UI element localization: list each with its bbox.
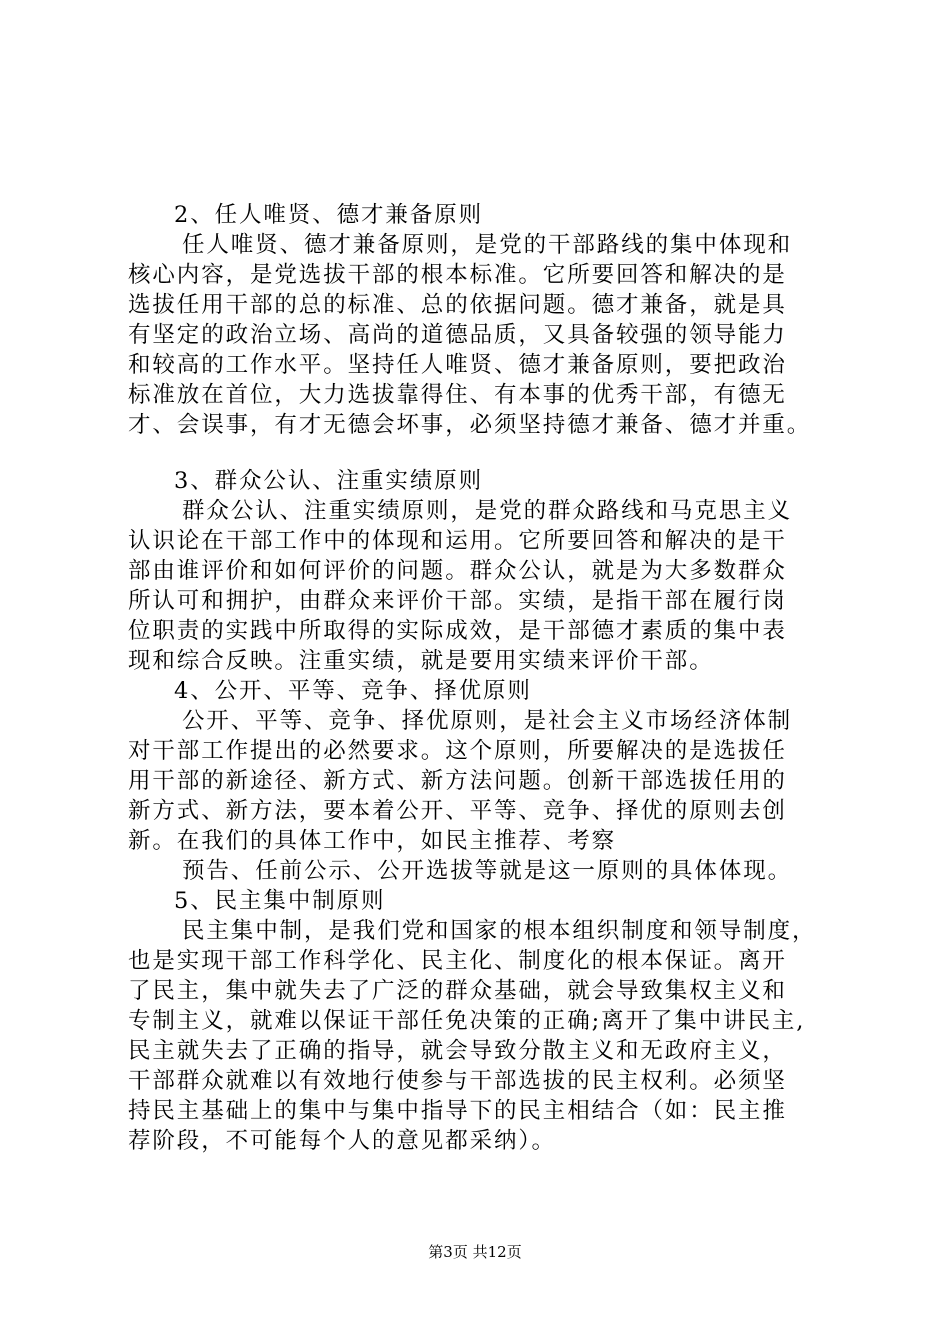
section-4	[128, 676, 848, 886]
paragraph-line: 认识论在干部工作中的体现和运用。它所要回答和解决的是干	[128, 528, 787, 554]
paragraph-line: 新方式、新方法，要本着公开、平等、竞争、择优的原则去创	[128, 798, 787, 824]
paragraph-line: 有坚定的政治立场、高尚的道德品质，又具备较强的领导能力	[128, 322, 787, 348]
paragraph-line: 群众公认、注重实绩原则，是党的群众路线和马克思主义	[182, 498, 793, 524]
section-3	[128, 466, 848, 676]
paragraph-line: 才、会误事，有才无德会坏事，必须坚持德才兼备、德才并重。	[128, 412, 812, 438]
paragraph-line: 和较高的工作水平。坚持任人唯贤、德才兼备原则，要把政治	[128, 352, 787, 378]
paragraph-line: 用干部的新途径、新方式、新方法问题。创新干部选拔任用的	[128, 768, 787, 794]
paragraph-line: 选拔任用干部的总的标准、总的依据问题。德才兼备，就是具	[128, 292, 787, 318]
paragraph-line: 干部群众就难以有效地行使参与干部选拔的民主权利。必须坚	[128, 1068, 787, 1094]
paragraph-line: 持民主基础上的集中与集中指导下的民主相结合（如：民主推	[128, 1098, 787, 1124]
paragraph-line: 所认可和拥护，由群众来评价干部。实绩，是指干部在履行岗	[128, 588, 787, 614]
paragraph-line: 新。在我们的具体工作中，如民主推荐、考察	[128, 828, 617, 854]
section-heading: 5、民主集中制原则	[174, 888, 386, 914]
paragraph-line: 公开、平等、竞争、择优原则，是社会主义市场经济体制	[182, 708, 793, 734]
paragraph-line: 民主就失去了正确的指导，就会导致分散主义和无政府主义，	[128, 1038, 787, 1064]
paragraph-line: 位职责的实践中所取得的实际成效，是干部德才素质的集中表	[128, 618, 787, 644]
paragraph-line: 现和综合反映。注重实绩，就是要用实绩来评价干部。	[128, 648, 714, 674]
paragraph-line: 对干部工作提出的必然要求。这个原则，所要解决的是选拔任	[128, 738, 787, 764]
section-2	[128, 200, 848, 440]
paragraph-line: 也是实现干部工作科学化、民主化、制度化的根本保证。离开	[128, 948, 787, 974]
section-spacer	[128, 440, 848, 466]
section-heading: 2、任人唯贤、德才兼备原则	[174, 202, 484, 228]
paragraph-line: 预告、任前公示、公开选拔等就是这一原则的具体体现。	[182, 858, 793, 884]
section-5	[128, 886, 848, 1156]
paragraph-line: 专制主义，就难以保证干部任免决策的正确;离开了集中讲民主,	[128, 1008, 806, 1034]
paragraph-line: 任人唯贤、德才兼备原则，是党的干部路线的集中体现和	[182, 232, 793, 258]
page-footer: 第3页 共12页	[428, 1243, 522, 1261]
section-heading: 4、公开、平等、竞争、择优原则	[174, 678, 532, 704]
paragraph-line: 荐阶段，不可能每个人的意见都采纳）。	[128, 1128, 556, 1154]
paragraph-line: 核心内容，是党选拔干部的根本标准。它所要回答和解决的是	[128, 262, 787, 288]
paragraph-line: 了民主，集中就失去了广泛的群众基础，就会导致集权主义和	[128, 978, 787, 1004]
paragraph-line: 部由谁评价和如何评价的问题。群众公认，就是为大多数群众	[128, 558, 787, 584]
paragraph-line: 民主集中制，是我们党和国家的根本组织制度和领导制度，	[182, 918, 817, 944]
document-body	[128, 200, 848, 1156]
section-heading: 3、群众公认、注重实绩原则	[174, 468, 484, 494]
paragraph-line: 标准放在首位，大力选拔靠得住、有本事的优秀干部，有德无	[128, 382, 787, 408]
